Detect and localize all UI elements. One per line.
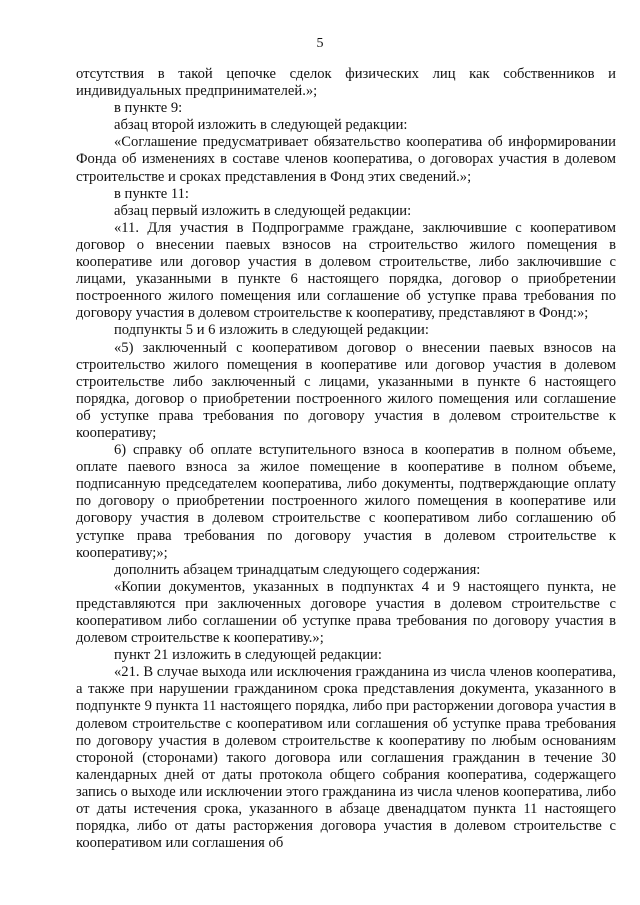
- paragraph: «11. Для участия в Подпрограмме граждане, заключившие с кооперативом договор о внесении паевых взносов на строительство жилого помещения в кооперативе или договор участия в долевом строительстве, либо заключившие с лицами, указанными в пункте 6 настоящего порядка, договор о приобретении построенного жилого помещения или соглашение об уступке права требования по договору участия в долевом строительстве к кооперативу, представляют в Фонд:»;: [76, 219, 616, 322]
- page-number: 5: [316, 36, 324, 51]
- paragraph: 6) справку об оплате вступительного взноса в кооператив в полном объеме, оплате паевого взноса за жилое помещение в кооперативе в полном объеме, подписанную председателем кооператива, либо документы, подтверждающие оплату по договору о приобретении построенного жилого помещения в кооперативе или договору участия в долевом строительстве с кооперативом либо соглашению об уступке права требования по договору участия в долевом строительстве к кооперативу;»;: [76, 442, 616, 561]
- paragraph: в пункте 9:: [114, 100, 183, 117]
- document-body: [76, 66, 616, 852]
- paragraph: подпункты 5 и 6 изложить в следующей редакции:: [114, 322, 429, 339]
- paragraph: абзац первый изложить в следующей редакции:: [114, 202, 412, 219]
- paragraph: отсутствия в такой цепочке сделок физических лиц как собственников и индивидуальных предпринимателей.»;: [76, 66, 616, 100]
- paragraph: в пункте 11:: [114, 185, 189, 202]
- paragraph: «Копии документов, указанных в подпунктах 4 и 9 настоящего пункта, не представляются при заключенных договоре участия в долевом строительстве с кооперативом либо соглашении об уступке права требования по договору участия в долевом строительстве к кооперативу.»;: [76, 578, 616, 647]
- paragraph: «Соглашение предусматривает обязательство кооператива об информировании Фонда об изменениях в составе членов кооператива, о договорах участия в долевом строительстве и сроках представления в Фонд этих сведений.»;: [76, 134, 616, 185]
- paragraph: дополнить абзацем тринадцатым следующего содержания:: [114, 561, 481, 578]
- paragraph: абзац второй изложить в следующей редакции:: [114, 117, 408, 134]
- paragraph: пункт 21 изложить в следующей редакции:: [114, 647, 382, 664]
- paragraph: «5) заключенный с кооперативом договор о внесении паевых взносов на строительство жилого помещения в кооперативе или договор участия в долевом строительстве либо заключенный с лицами, указанными в пункте 6 настоящего порядка, договор о приобретении построенного жилого помещения или соглашение об уступке права требования по договору участия в долевом строительстве к кооперативу;: [76, 339, 616, 441]
- paragraph: «21. В случае выхода или исключения гражданина из числа членов кооператива, а также при нарушении гражданином срока представления документа, указанного в подпункте 9 пункта 11 настоящего порядка, либо при расторжении договора участия в долевом строительстве с кооперативом или соглашения об уступке права требования по договору участия в долевом строительстве к кооперативу по любым основаниям стороной (сторонами) такого договора или соглашения гражданин в течение 30 календарных дней от даты протокола общего собрания кооператива, содержащего запись о выходе или исключении этого гражданина из числа членов кооператива, либо от даты истечения срока, указанного в абзаце двенадцатом пункта 11 настоящего порядка, либо от даты расторжения договора участия в долевом строительстве с кооперативом или соглашения об: [76, 664, 616, 852]
